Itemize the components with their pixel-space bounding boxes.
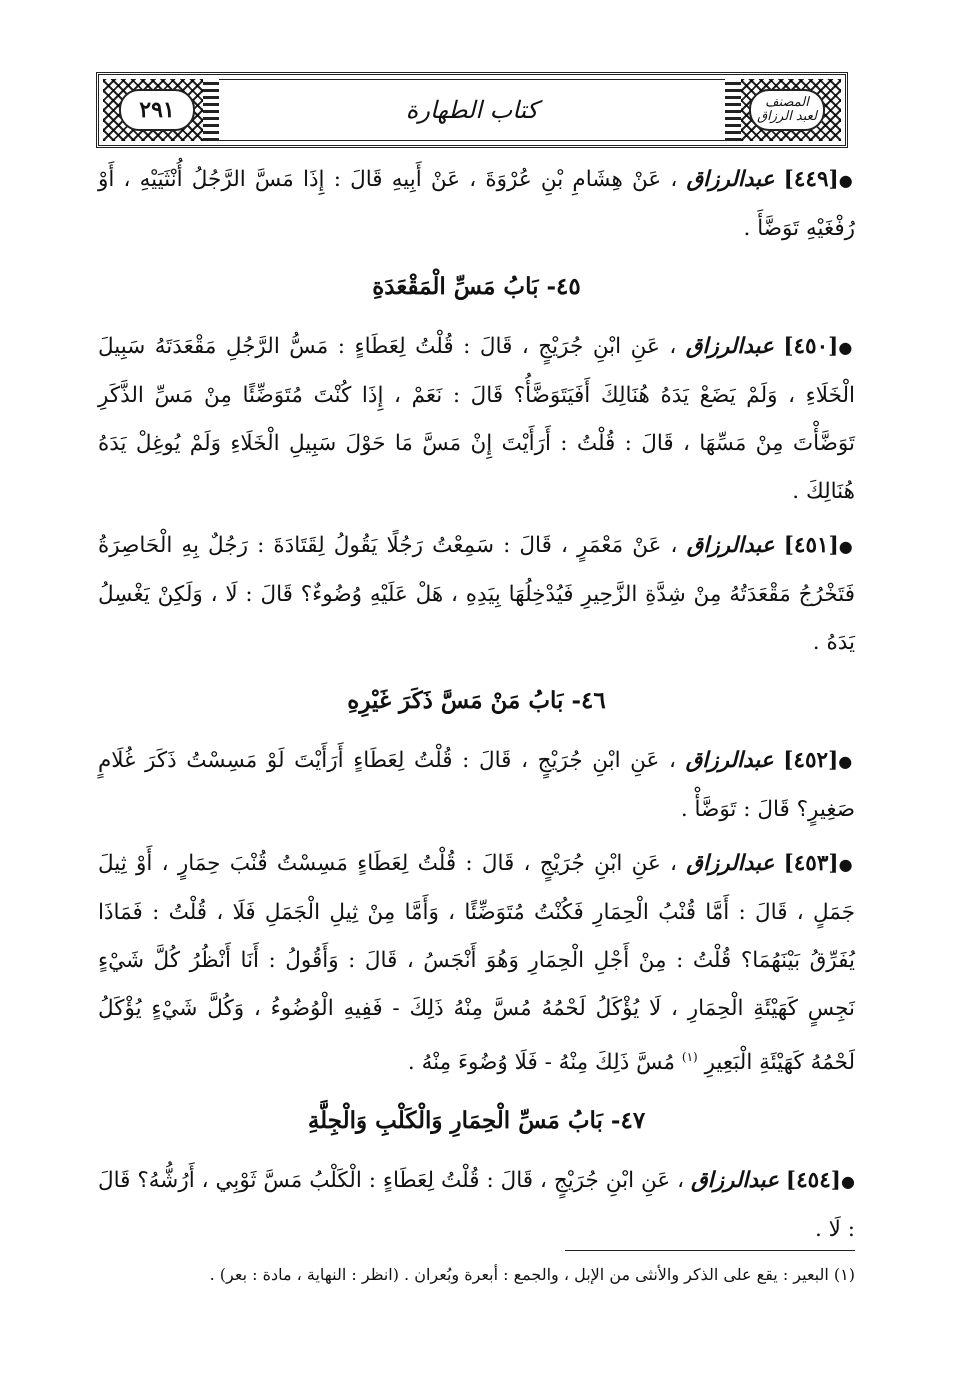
hadith-450 — [98, 323, 855, 516]
hadith-text: ، عَنِ ابْنِ جُرَيْجٍ ، قَالَ : قُلْتُ لِعَطَاءٍ : مَسُّ الرَّجُلِ مَقْعَدَتَهُ سَبِيلَ الْخَلَاءِ ، وَلَمْ يَضَعْ يَدَهُ هُنَالِكَ أَفَيَتَوَضَّأُ؟ قَالَ : نَعَمْ ، إِذَا كُنْتَ مُتَوَضِّئًا مِنْ مَسِّ الذَّكَرِ تَوَضَّأْتَ مِنْ مَسِّهَا ، قَالَ : قُلْتُ : أَرَأَيْتَ إِنْ مَسَّ مَا حَوْلَ سَبِيلِ الْخَلَاءِ وَلَمْ يُوغِلْ يَدَهُ هُنَالِكَ . — [98, 334, 855, 504]
hadith-449 — [98, 156, 855, 253]
book-logo-line1: المصنف — [765, 95, 809, 110]
bullet-icon: ● — [838, 855, 855, 874]
hadith-452 — [98, 737, 855, 834]
hadith-text: ، عَنْ مَعْمَرٍ ، قَالَ : سَمِعْتُ رَجُلًا يَقُولُ لِقَتَادَةَ : رَجُلٌ بِهِ الْحَاصِرَةُ فَتَخْرُجُ مَقْعَدَتُهُ مِنْ شِدَّةِ الزَّحِيرِ فَيُدْخِلُهَا بِيَدِهِ ، هَلْ عَلَيْهِ وُضُوءٌ؟ قَالَ : لَا ، وَلَكِنْ يَغْسِلُ يَدَهُ . — [98, 533, 855, 655]
narrator: عبدالرزاق — [685, 334, 774, 359]
ornament-strip-left — [203, 79, 219, 141]
footnote: (١) البعير : يقع على الذكر والأنثى من الإبل ، والجمع : أبعرة وبُعران . (انظر : النهاية ، مادة : بعر) . — [209, 1265, 855, 1284]
book-title: كتاب الطهارة — [405, 96, 539, 124]
narrator: عبدالرزاق — [686, 533, 775, 558]
hadith-text: ، عَنِ ابْنِ جُرَيْجٍ ، قَالَ : قُلْتُ لِعَطَاءٍ : الْكَلْبُ مَسَّ ثَوْبِي ، أَرُشُّهُ؟ قَالَ : لَا . — [98, 1168, 855, 1243]
page-body — [98, 156, 855, 1260]
hadith-number: [٤٤٩] — [783, 167, 839, 192]
hadith-text: ، عَنِ ابْنِ جُرَيْجٍ ، قَالَ : قُلْتُ لِعَطَاءٍ أَرَأَيْتَ لَوْ مَسِسْتُ ذَكَرَ غُلَامٍ صَغِيرٍ؟ قَالَ : تَوَضَّأْ . — [98, 748, 855, 822]
hadith-453 — [98, 840, 855, 1087]
ornament-strip-right — [725, 79, 741, 141]
footnote-divider — [565, 1250, 855, 1251]
bullet-icon: ● — [838, 338, 855, 357]
bullet-icon: ● — [838, 752, 855, 771]
bullet-icon: ● — [838, 537, 855, 556]
hadith-text: ، عَنِ ابْنِ جُرَيْجٍ ، قَالَ : قُلْتُ لِعَطَاءٍ مَسِسْتُ قُنْبَ حِمَارٍ ، أَوْ ثِيلَ جَمَلٍ ، قَالَ : أَمَّا قُنْبُ الْحِمَارِ فَكُنْتُ مُتَوَضِّئًا ، وَأَمَّا مِنْ ثِيلِ الْجَمَلِ فَلَا ، قُلْتُ : فَمَاذَا يُفَرِّقُ بَيْنَهُمَا؟ قُلْتُ : مِنْ أَجْلِ الْحِمَارِ وَهُوَ أَنْجَسُ ، قَالَ : وَأَقُولُ : أَنَا أَنْظُرُ كُلَّ شَيْءٍ نَجِسٍ كَهَيْئَةِ الْحِمَارِ ، لَا يُؤْكَلُ لَحْمُهُ مُسَّ مِنْهُ ذَلِكَ - فَفِيهِ الْوُضُوءُ ، وَكُلَّ شَيْءٍ يُؤْكَلُ لَحْمُهُ كَهَيْئَةِ الْبَعِيرِ — [98, 851, 855, 1076]
chapter-heading-47: ٤٧- بَابُ مَسِّ الْحِمَارِ وَالْكَلْبِ وَالْجِلَّةِ — [307, 1107, 646, 1135]
hadith-454 — [98, 1157, 855, 1254]
page-header — [96, 72, 848, 148]
book-logo-line2: لعبد الرزاق — [757, 109, 817, 124]
hadith-number: [٤٥٠] — [783, 334, 839, 359]
hadith-text-continued: مُسَّ ذَلِكَ مِنْهُ - فَلَا وُضُوءَ مِنْهُ . — [407, 1050, 676, 1076]
hadith-text: ، عَنْ هِشَامِ بْنِ عُرْوَةَ ، عَنْ أَبِيهِ قَالَ : إِذَا مَسَّ الرَّجُلُ أُنْثَيَيْهِ ، أَوْ رُفْغَيْهِ تَوَضَّأَ . — [98, 167, 855, 241]
page-number: ٢٩١ — [119, 89, 195, 131]
hadith-number: [٤٥٤] — [785, 1168, 841, 1194]
hadith-number: [٤٥٢] — [783, 748, 839, 773]
chapter-heading-46: ٤٦- بَابُ مَنْ مَسَّ ذَكَرَ غَيْرِهِ — [347, 687, 606, 714]
hadith-451 — [98, 522, 855, 667]
hadith-number: [٤٥١] — [783, 533, 839, 558]
hadith-number: [٤٥٣] — [783, 851, 839, 876]
book-logo — [749, 89, 825, 131]
narrator: عبدالرزاق — [686, 851, 775, 876]
narrator: عبدالرزاق — [690, 1168, 779, 1194]
bullet-icon: ● — [840, 1172, 855, 1192]
narrator: عبدالرزاق — [686, 167, 775, 192]
chapter-heading-45: ٤٥- بَابُ مَسِّ الْمَقْعَدَةِ — [372, 273, 581, 300]
narrator: عبدالرزاق — [685, 748, 774, 773]
bullet-icon: ● — [838, 171, 856, 190]
footnote-reference[interactable]: (١) — [681, 1050, 698, 1064]
